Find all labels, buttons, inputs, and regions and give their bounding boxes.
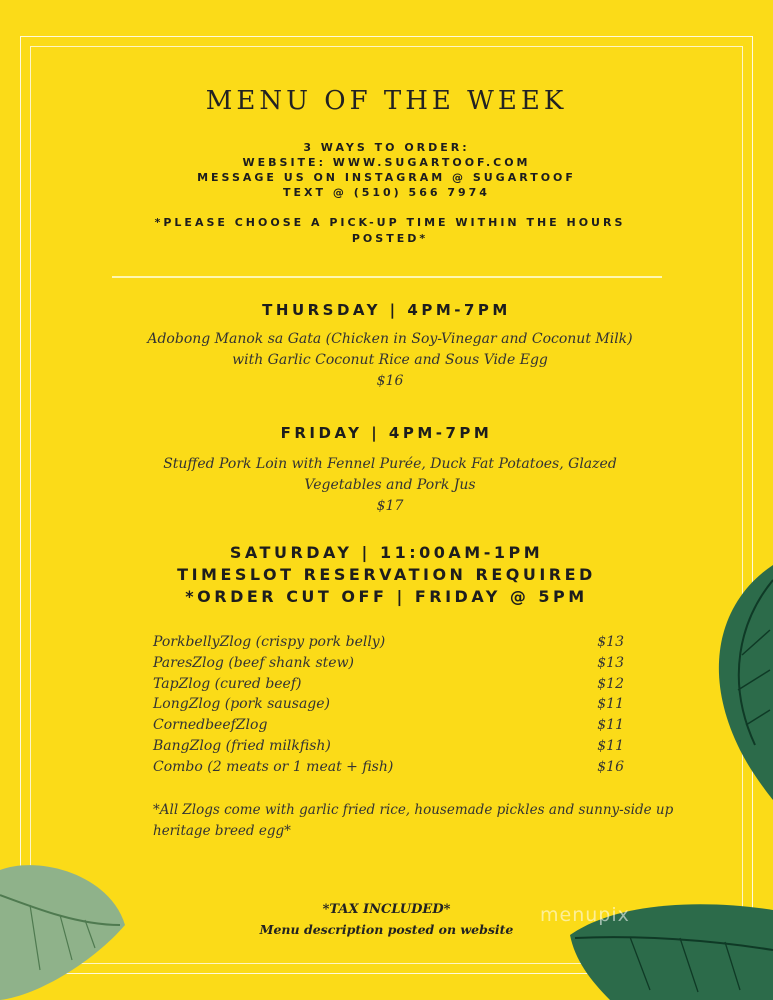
tax-note: *TAX INCLUDED* [322, 902, 451, 917]
item-price: $11 [597, 696, 624, 713]
order-line: 3 WAYS TO ORDER: [303, 141, 470, 154]
list-item [153, 696, 628, 717]
order-instructions [0, 140, 773, 200]
list-item [153, 738, 628, 759]
thursday-heading: THURSDAY | 4PM-7PM [262, 301, 511, 319]
zlog-menu-list [153, 634, 628, 780]
list-item [153, 655, 628, 676]
thursday-description: Adobong Manok sa Gata (Chicken in Soy-Vinegar and Coconut Milk) with Garlic Coconut Rice and Sous Vide Egg [147, 331, 633, 368]
watermark: menupix [540, 904, 630, 926]
order-line: WEBSITE: WWW.SUGARTOOF.COM [242, 156, 531, 169]
list-item [153, 676, 628, 697]
list-item [153, 634, 628, 655]
thursday-price: $16 [376, 373, 404, 389]
friday-price: $17 [376, 498, 404, 514]
menu-description-note: Menu description posted on website [259, 922, 514, 937]
item-name: BangZlog (fried milkfish) [153, 737, 331, 754]
section-divider [112, 276, 662, 278]
friday-dish [160, 454, 620, 517]
saturday-heading-line: *ORDER CUT OFF | FRIDAY @ 5PM [185, 587, 588, 606]
pickup-note: *PLEASE CHOOSE A PICK-UP TIME WITHIN THE HOURS POSTED* [154, 216, 626, 245]
item-price: $11 [597, 717, 624, 734]
friday-description: Stuffed Pork Loin with Fennel Purée, Duck Fat Potatoes, Glazed Vegetables and Pork Jus [163, 456, 617, 493]
item-name: ParesZlog (beef shank stew) [153, 654, 355, 671]
saturday-heading [0, 542, 773, 608]
saturday-heading-line: TIMESLOT RESERVATION REQUIRED [177, 565, 596, 584]
page-title: MENU OF THE WEEK [205, 86, 568, 116]
item-price: $13 [597, 634, 624, 650]
leaf-icon [570, 880, 773, 1000]
order-line: TEXT @ (510) 566 7974 [283, 186, 490, 199]
thursday-dish [140, 329, 640, 392]
order-line: MESSAGE US ON INSTAGRAM @ SUGARTOOF [197, 171, 576, 184]
item-price: $16 [597, 758, 624, 775]
list-item [153, 717, 628, 738]
item-name: Combo (2 meats or 1 meat + fish) [153, 758, 394, 775]
friday-heading: FRIDAY | 4PM-7PM [280, 424, 493, 442]
saturday-heading-line: SATURDAY | 11:00AM-1PM [229, 543, 544, 562]
item-name: TapZlog (cured beef) [153, 675, 302, 692]
list-item [153, 759, 628, 780]
item-name: CornedbeefZlog [153, 717, 268, 734]
item-name: PorkbellyZlog (crispy pork belly) [153, 634, 386, 650]
item-price: $12 [597, 675, 624, 692]
item-price: $11 [597, 737, 624, 754]
item-name: LongZlog (pork sausage) [153, 696, 331, 713]
zlog-note: *All Zlogs come with garlic fried rice, housemade pickles and sunny-side up heritage breed egg* [153, 802, 674, 839]
item-price: $13 [597, 654, 624, 671]
